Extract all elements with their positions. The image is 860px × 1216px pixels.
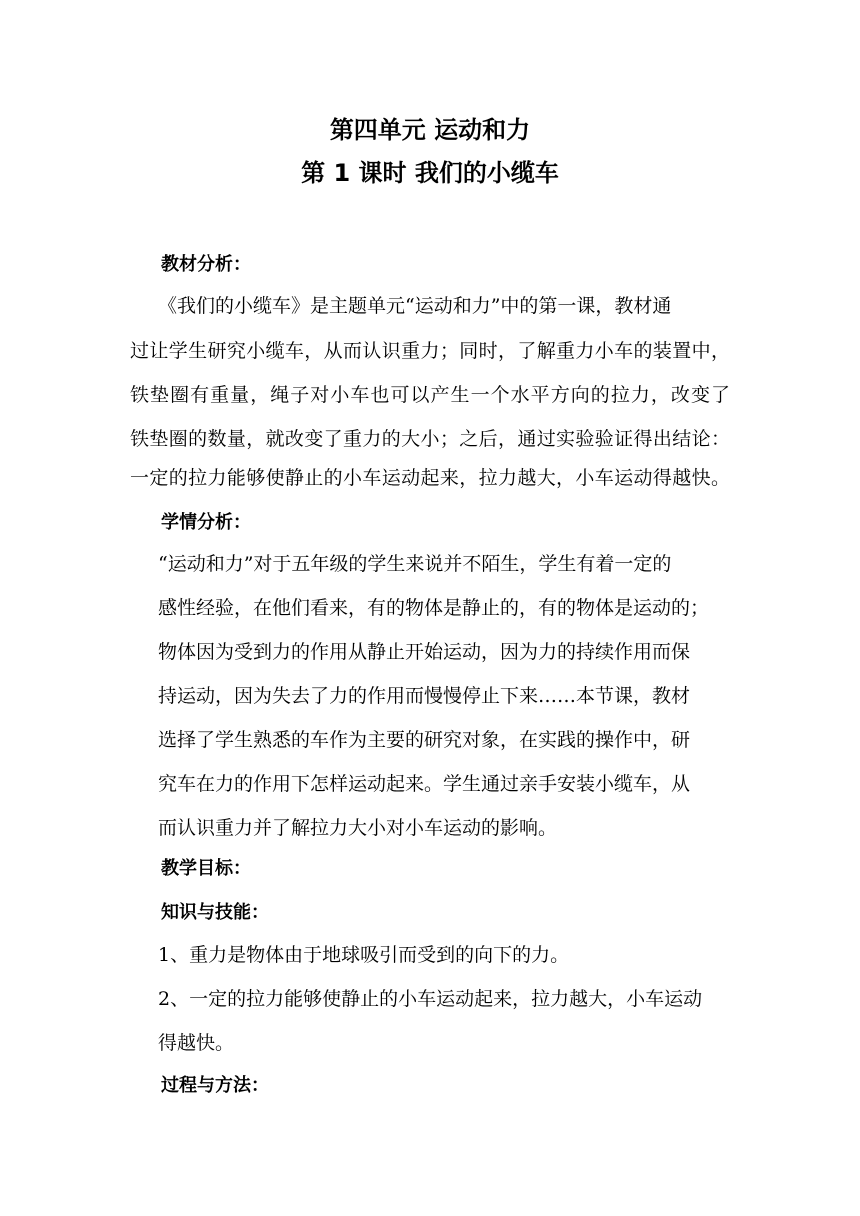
learner-analysis-line: 究车在力的作用下怎样运动起来。学生通过亲手安装小缆车，从 bbox=[158, 773, 691, 795]
knowledge-skills-item: 得越快。 bbox=[158, 1032, 235, 1054]
textbook-analysis-heading: 教材分析： bbox=[161, 254, 251, 275]
learner-analysis-line: 持运动，因为失去了力的作用而慢慢停止下来……本节课，教材 bbox=[158, 685, 691, 707]
textbook-analysis-line: 一定的拉力能够使静止的小车运动起来，拉力越大，小车运动得越快。 bbox=[130, 467, 730, 489]
knowledge-skills-heading: 知识与技能： bbox=[161, 902, 269, 923]
learner-analysis-line: 物体因为受到力的作用从静止开始运动，因为力的持续作用而保 bbox=[158, 641, 691, 663]
learner-analysis-line: 感性经验，在他们看来，有的物体是静止的，有的物体是运动的； bbox=[158, 597, 710, 619]
learner-analysis-line: 选择了学生熟悉的车作为主要的研究对象，在实践的操作中，研 bbox=[158, 729, 691, 751]
learner-analysis-line: 而认识重力并了解拉力大小对小车运动的影响。 bbox=[158, 817, 558, 839]
textbook-analysis-line: 过让学生研究小缆车，从而认识重力；同时，了解重力小车的装置中， bbox=[130, 340, 730, 362]
knowledge-skills-item: 2、一定的拉力能够使静止的小车运动起来，拉力越大，小车运动 bbox=[158, 988, 703, 1010]
learner-analysis-line: “运动和力”对于五年级的学生来说并不陌生，学生有着一定的 bbox=[158, 553, 672, 575]
unit-title: 第四单元 运动和力 bbox=[329, 116, 531, 144]
textbook-analysis-line: 铁垫圈有重量，绳子对小车也可以产生一个水平方向的拉力，改变了 bbox=[130, 384, 730, 406]
textbook-analysis-line: 铁垫圈的数量，就改变了重力的大小；之后，通过实验验证得出结论： bbox=[130, 428, 730, 450]
teaching-goals-heading: 教学目标： bbox=[161, 858, 251, 879]
knowledge-skills-item: 1、重力是物体由于地球吸引而受到的向下的力。 bbox=[158, 944, 570, 966]
textbook-analysis-line: 《我们的小缆车》是主题单元“运动和力”中的第一课，教材通 bbox=[158, 295, 672, 317]
lesson-title: 第 1 课时 我们的小缆车 bbox=[301, 159, 559, 187]
process-methods-heading: 过程与方法： bbox=[161, 1075, 269, 1096]
learner-analysis-heading: 学情分析： bbox=[161, 512, 251, 533]
